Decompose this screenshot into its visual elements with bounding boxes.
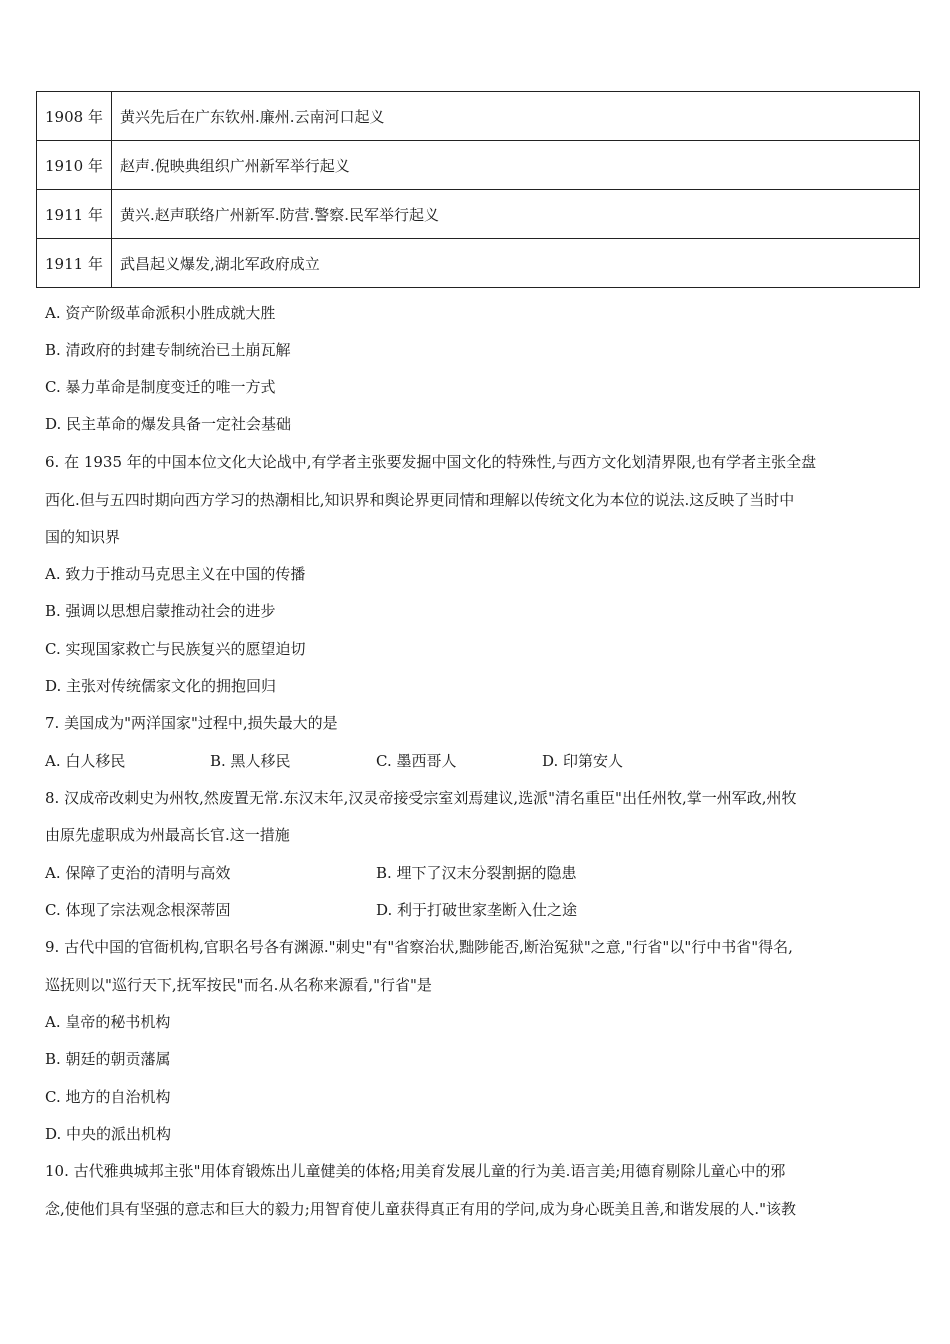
- q5-option-c: C. 暴力革命是制度变迁的唯一方式: [45, 378, 276, 396]
- q9-option-b: B. 朝廷的朝贡藩属: [45, 1050, 171, 1068]
- table-row: [37, 141, 920, 190]
- q10-stem-line-1: 10. 古代雅典城邦主张"用体育锻炼出儿童健美的体格;用美育发展儿童的行为美.语言美;用德育剔除儿童心中的邪: [45, 1162, 786, 1180]
- year-cell: 1911 年: [37, 190, 112, 239]
- q6-option-c: C. 实现国家救亡与民族复兴的愿望迫切: [45, 640, 306, 658]
- q7-option-c: C. 墨西哥人: [376, 752, 457, 770]
- q6-option-d: D. 主张对传统儒家文化的拥抱回归: [45, 677, 277, 695]
- q6-stem-line-2: 西化.但与五四时期向西方学习的热潮相比,知识界和舆论界更同情和理解以传统文化为本位的说法.这反映了当时中: [45, 491, 795, 509]
- q7-stem: 7. 美国成为"两洋国家"过程中,损失最大的是: [45, 714, 338, 732]
- year-cell: 1908 年: [37, 92, 112, 141]
- year-cell: 1910 年: [37, 141, 112, 190]
- q7-option-d: D. 印第安人: [542, 752, 624, 770]
- q9-stem-line-1: 9. 古代中国的官衙机构,官职名号各有渊源."刺史"有"省察治状,黜陟能否,断治冤狱"之意,"行省"以"行中书省"得名,: [45, 938, 793, 956]
- q8-stem-line-2: 由原先虚职成为州最高长官.这一措施: [45, 826, 290, 844]
- q5-option-d: D. 民主革命的爆发具备一定社会基础: [45, 415, 292, 433]
- q5-option-b: B. 清政府的封建专制统治已土崩瓦解: [45, 341, 291, 359]
- q6-option-b: B. 强调以思想启蒙推动社会的进步: [45, 602, 276, 620]
- q10-stem-line-2: 念,使他们具有坚强的意志和巨大的毅力;用智育使儿童获得真正有用的学问,成为身心既美且善,和谐发展的人."该教: [45, 1200, 797, 1218]
- q7-option-a: A. 白人移民: [45, 752, 126, 770]
- year-cell: 1911 年: [37, 239, 112, 288]
- q8-option-b: B. 埋下了汉末分裂割据的隐患: [376, 864, 577, 882]
- q6-stem-line-3: 国的知识界: [45, 528, 121, 546]
- q9-stem-line-2: 巡抚则以"巡行天下,抚军按民"而名.从名称来源看,"行省"是: [45, 976, 432, 994]
- q9-option-c: C. 地方的自治机构: [45, 1088, 171, 1106]
- event-cell: 武昌起义爆发,湖北军政府成立: [111, 239, 919, 288]
- events-table: [36, 91, 920, 288]
- event-cell: 赵声.倪映典组织广州新军举行起义: [111, 141, 919, 190]
- table-row: [37, 92, 920, 141]
- q9-option-d: D. 中央的派出机构: [45, 1125, 172, 1143]
- table-row: [37, 239, 920, 288]
- q8-option-a: A. 保障了吏治的清明与高效: [45, 864, 231, 882]
- event-cell: 黄兴先后在广东钦州.廉州.云南河口起义: [111, 92, 919, 141]
- q8-option-c: C. 体现了宗法观念根深蒂固: [45, 901, 231, 919]
- q8-option-d: D. 利于打破世家垄断入仕之途: [376, 901, 578, 919]
- q8-stem-line-1: 8. 汉成帝改刺史为州牧,然废置无常.东汉末年,汉灵帝接受宗室刘焉建议,选派"清名重臣"出任州牧,掌一州军政,州牧: [45, 789, 797, 807]
- event-cell: 黄兴.赵声联络广州新军.防营.警察.民军举行起义: [111, 190, 919, 239]
- q9-option-a: A. 皇帝的秘书机构: [45, 1013, 171, 1031]
- q5-option-a: A. 资产阶级革命派积小胜成就大胜: [45, 304, 276, 322]
- table-row: [37, 190, 920, 239]
- q6-stem-line-1: 6. 在 1935 年的中国本位文化大论战中,有学者主张要发掘中国文化的特殊性,与西方文化划清界限,也有学者主张全盘: [45, 453, 817, 471]
- q6-option-a: A. 致力于推动马克思主义在中国的传播: [45, 565, 306, 583]
- q7-option-b: B. 黑人移民: [210, 752, 291, 770]
